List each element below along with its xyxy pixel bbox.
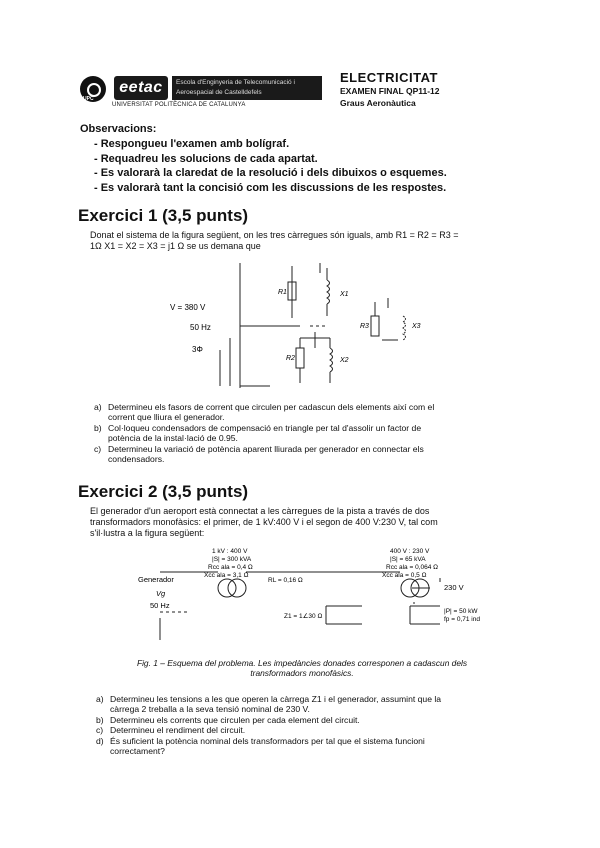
- question-text: corrent que lliura el generador.: [108, 412, 225, 423]
- exercise-1-intro-line: Donat el sistema de la figura següent, on les tres càrregues són iguals, amb R1 = R2 = R3 =: [90, 230, 459, 240]
- question-letter: c): [96, 725, 104, 736]
- question-text: càrrega 2 treballa a la seva tensió nominal de 230 V.: [110, 704, 310, 715]
- t2-ratio-label: 400 V : 230 V: [390, 548, 430, 555]
- observations-list: [94, 137, 447, 195]
- exercise-1-intro: [90, 230, 458, 252]
- load-power-label: |P| = 50 kW: [444, 608, 478, 615]
- exercise-2-intro-line: El generador d'un aeroport està connectat a les càrregues de la pista a través de dos: [90, 506, 430, 516]
- school-line-2: Aeroespacial de Castelldefels: [176, 89, 262, 96]
- exercise-1-questions: [94, 402, 508, 464]
- upc-logo-ring: [87, 83, 101, 97]
- t1-resistance-label: Rcc ala = 0,4 Ω: [208, 564, 253, 571]
- observations-heading: Observacions:: [80, 123, 157, 135]
- t2-power-label: |S| = 65 kVA: [390, 556, 426, 563]
- exam-name: EXAMEN FINAL QP11-12: [340, 86, 440, 96]
- inductor-x3: [403, 316, 406, 340]
- load-voltage-label: 230 V: [444, 583, 464, 592]
- question-letter: a): [96, 694, 104, 704]
- exercise-2-intro-line: s'il·lustra a la figura següent:: [90, 528, 205, 538]
- x3-label: X3: [412, 323, 421, 330]
- source-voltage-label: V = 380 V: [170, 303, 206, 312]
- exercise-2-intro: [90, 506, 514, 539]
- x1-label: X1: [340, 291, 349, 298]
- source-phases-label: 3Φ: [192, 345, 203, 354]
- school-name-block: [172, 76, 322, 100]
- transformer-1-coil-a: [218, 579, 236, 597]
- exercise-2-intro-line: transformadors monofàsics: el primer, de 1 kV:400 V i el segon de 400 V:230 V, tal com: [90, 517, 438, 527]
- generator-label: Generador: [138, 575, 174, 584]
- question-item: [96, 715, 508, 725]
- exercise-1-title: Exercici 1 (3,5 punts): [78, 206, 249, 225]
- exercise-1-intro-line: 1Ω X1 = X2 = X3 = j1 Ω se us demana que: [90, 241, 261, 251]
- t2-resistance-label: Rcc ala = 0,064 Ω: [386, 564, 439, 571]
- question-text: Determineu els fasors de corrent que circulen per cadascun dels elements així com el: [108, 402, 435, 412]
- r1-label: R1: [278, 289, 287, 296]
- question-item: [94, 423, 508, 444]
- figure-caption: [92, 658, 512, 678]
- subject-title: ELECTRICITAT: [340, 70, 438, 85]
- source-frequency-label: 50 Hz: [190, 323, 211, 332]
- question-text: Col·loqueu condensadors de compensació en triangle per tal d'assolir un factor de: [108, 422, 422, 433]
- question-text: És suficient la potència nominal dels transformadors per tal que el sistema funcioni: [110, 735, 425, 746]
- question-text: Determineu la variació de potència aparent lliurada per generador en connectar els: [108, 443, 424, 454]
- transformer-1-coil-b: [228, 579, 246, 597]
- exercise-2-questions: [96, 694, 508, 756]
- degree-name: Graus Aeronàutica: [340, 98, 416, 108]
- figure-caption-line: transformadors monofàsics.: [250, 668, 354, 678]
- load-power-factor-label: fp = 0,71 ind: [444, 616, 480, 623]
- exercise-2-title: Exercici 2 (3,5 punts): [78, 482, 249, 501]
- question-item: [96, 725, 508, 735]
- z1-label: Z1 = 1∠30 Ω: [284, 613, 323, 620]
- t1-ratio-label: 1 kV : 400 V: [212, 548, 248, 555]
- eetac-logo: eetac: [114, 76, 168, 100]
- t1-reactance-label: Xcc ala = 3,1 Ω: [204, 572, 249, 579]
- question-text: Determineu les tensions a les que operen la càrrega Z1 i el generador, assumint que la: [110, 694, 442, 704]
- upc-logo-mark: UPC: [83, 96, 94, 102]
- question-text: correctament?: [110, 746, 165, 757]
- question-letter: c): [94, 443, 102, 454]
- resistor-r3: [371, 316, 379, 336]
- question-text: Determineu els corrents que circulen per cada element del circuit.: [110, 714, 360, 725]
- three-phase-circuit-diagram: [160, 258, 430, 393]
- question-item: [94, 444, 508, 465]
- school-line-1: Escola d'Enginyeria de Telecomunicació i: [176, 79, 295, 86]
- inductor-x2: [330, 348, 333, 372]
- observation-item: - Respongueu l'examen amb bolígraf.: [94, 138, 290, 150]
- question-text: Determineu el rendiment del circuit.: [110, 725, 246, 736]
- question-text: condensadors.: [108, 454, 165, 465]
- question-item: [96, 694, 508, 715]
- observation-item: - Es valorarà tant la concisió com les discussions de les respostes.: [94, 181, 447, 194]
- r2-label: R2: [286, 355, 295, 362]
- r3-label: R3: [360, 323, 369, 330]
- question-letter: a): [94, 402, 102, 412]
- university-name: UNIVERSITAT POLITÈCNICA DE CATALUNYA: [112, 102, 246, 108]
- question-letter: b): [94, 422, 102, 433]
- resistor-r2: [296, 348, 304, 368]
- generator-voltage-label: Vg: [156, 589, 166, 598]
- figure-caption-line: Fig. 1 – Esquema del problema. Les impedàncies donades corresponen a cadascun dels: [136, 658, 468, 668]
- generator-frequency-label: 50 Hz: [150, 601, 170, 610]
- question-letter: b): [96, 714, 104, 725]
- observation-item: - Es valorarà la claredat de la resolució i dels dibuixos o esquemes.: [94, 167, 447, 179]
- x2-label: X2: [340, 357, 349, 364]
- question-text: potència de la instal·lació de 0.95.: [108, 433, 238, 444]
- question-item: [96, 736, 508, 757]
- observation-item: - Requadreu les solucions de cada apartat.: [94, 152, 318, 165]
- t1-power-label: |S| = 300 kVA: [212, 556, 252, 563]
- inductor-x1: [327, 280, 330, 304]
- question-letter: d): [96, 735, 104, 746]
- line-resistance-label: RL = 0,16 Ω: [268, 577, 303, 584]
- transformer-circuit-diagram: [130, 544, 510, 656]
- t2-reactance-label: Xcc ala = 0,5 Ω: [382, 572, 427, 579]
- question-item: [94, 402, 508, 423]
